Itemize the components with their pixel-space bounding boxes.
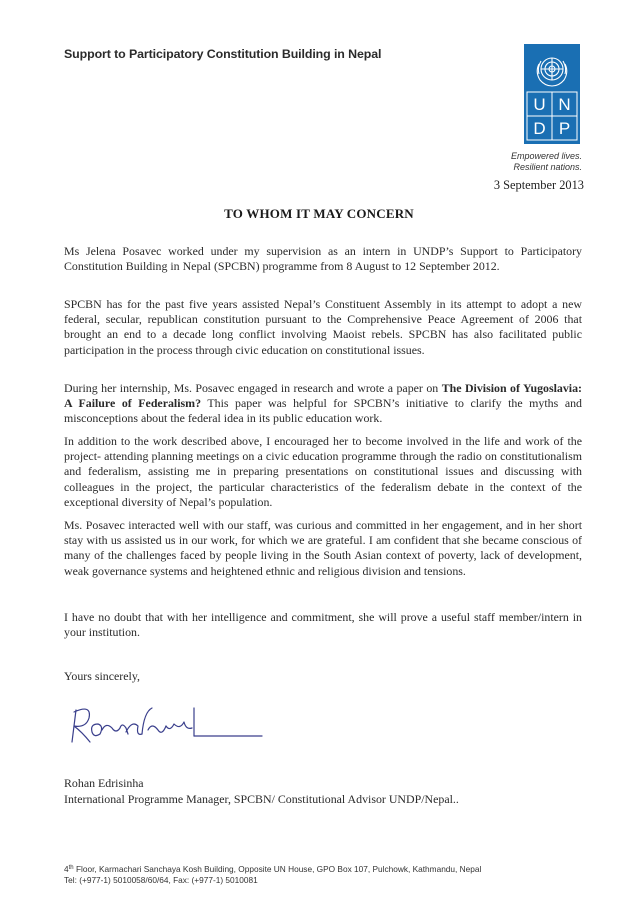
logo-letter-p: P <box>558 119 571 138</box>
floor-suffix: th <box>68 865 74 871</box>
letter-subject: TO WHOM IT MAY CONCERN <box>224 206 414 221</box>
footer-address <box>64 863 584 886</box>
signer-name: Rohan Edrisinha <box>64 776 144 790</box>
handwritten-signature <box>62 702 272 752</box>
organization-header: Support to Participatory Constitution Building in Nepal <box>64 47 382 61</box>
paragraph-2: SPCBN has for the past five years assisted Nepal’s Constituent Assembly in its attempt to adopt a new federal, secular, republican constitution pursuant to the Comprehensive Peace Agreement of 2006 that brought an end to a decade long conflict involving Maoist rebels. SPCBN has also facilitated public participation in the process through civic education on constitutional issues. <box>64 297 582 357</box>
tagline-line-1: Empowered lives. <box>510 151 582 161</box>
closing: Yours sincerely, <box>64 669 140 683</box>
paragraph-3-text-before: During her internship, Ms. Posavec engaged in research and wrote a paper on <box>64 381 442 395</box>
address-text: Floor, Karmachari Sanchaya Kosh Building, Opposite UN House, GPO Box 107, Pulchowk, Kathmandu, Nepal <box>73 864 482 874</box>
paragraph-3-text-after: This paper was helpful for SPCBN’s initiative to clarify the myths and misconceptions about the federal idea in its public education work. <box>64 396 582 426</box>
letter-date: 3 September 2013 <box>493 178 584 192</box>
undp-tagline <box>511 151 582 173</box>
paragraph-4: In addition to the work described above, I encouraged her to become involved in the life and work of the project- attending planning meetings on a civic education programme through the radio on constitutionalism and federalism, assisting me in preparing presentations on constitutional issues and discussing with colleagues in the project, the particular characteristics of the federalism debate in the context of the exceptional diversity of Nepal’s population. <box>64 434 582 509</box>
paragraph-3 <box>64 381 582 427</box>
tagline-line-2: Resilient nations. <box>513 162 582 172</box>
paragraph-1: Ms Jelena Posavec worked under my supervision as an intern in UNDP’s Support to Participatory Constitution Building in Nepal (SPCBN) programme from 8 August to 12 September 2012. <box>64 244 582 274</box>
signer-title: International Programme Manager, SPCBN/ Constitutional Advisor UNDP/Nepal.. <box>64 792 459 806</box>
floor-number: 4 <box>64 864 69 874</box>
logo-letter-n: N <box>558 95 571 114</box>
logo-letter-d: D <box>533 119 546 138</box>
undp-logo <box>524 44 580 144</box>
paragraph-5: Ms. Posavec interacted well with our staff, was curious and committed in her engagement, and in her short stay with us assisted us in our work, for which we are grateful. I am confident that she became conscious of many of the challenges faced by people living in the South Asian context of poverty, lack of development, weak governance systems and heightened ethnic and religious division and tensions. <box>64 518 582 578</box>
footer-address-line <box>64 863 584 875</box>
logo-letter-u: U <box>533 95 546 114</box>
footer-phone-line: Tel: (+977-1) 5010058/60/64, Fax: (+977-1) 5010081 <box>64 875 258 885</box>
paragraph-6: I have no doubt that with her intelligence and commitment, she will prove a useful staff member/intern in your institution. <box>64 610 582 640</box>
paper-title: The Division of Yugoslavia: A Failure of Federalism? <box>64 381 582 411</box>
